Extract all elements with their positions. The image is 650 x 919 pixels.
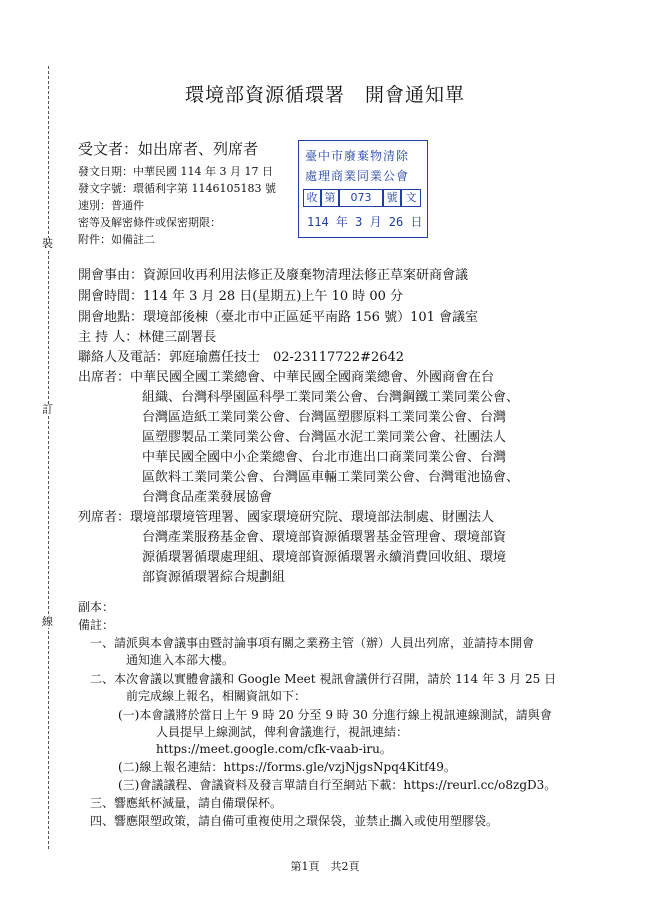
stamp-wen: 文 xyxy=(401,189,421,207)
note-3: 三、響應紙杯減量，請自備環保杯。 xyxy=(90,796,283,810)
observers-line: 源循環署循環處理組、環境部資源循環署永續消費回收組、環境 xyxy=(142,550,507,565)
stamp-no-prefix: 第 xyxy=(321,189,339,207)
stamp-line-2: 處理商業同業公會 xyxy=(305,169,410,183)
attendees-line: 中華民國全國中小企業總會、台北市進出口商業同業公會、台灣 xyxy=(142,450,507,465)
meeting-contact: 聯絡人及電話：郭庭瑜薦任技士 02-23117722#2642 xyxy=(78,350,405,365)
meet-link[interactable]: https://meet.google.com/cfk-vaab-iru。 xyxy=(156,742,392,756)
stamp-date: 114 年 3 月 26 日 xyxy=(307,215,423,229)
binding-mark-3: 線 xyxy=(42,615,53,628)
attachment: 附件：如備註二 xyxy=(78,233,155,246)
binding-mark-2: 訂 xyxy=(42,403,53,416)
observers-line: 部資源循環署綜合規劃組 xyxy=(142,570,286,585)
note-1-cont: 通知進入本部大樓。 xyxy=(126,653,235,667)
binding-mark-1: 裝 xyxy=(42,237,53,250)
note-2-cont: 前完成線上報名，相關資訊如下： xyxy=(126,689,307,703)
document-title: 環境部資源循環署 開會通知單 xyxy=(184,84,465,106)
observers-line: 台灣產業服務基金會、環境部資源循環署基金管理會、環境部資 xyxy=(142,530,507,545)
document-number: 發文字號：環循利字第 1146105183 號 xyxy=(78,182,276,195)
note-2-sub-2[interactable]: (二)線上報名連結：https://forms.gle/vzjNjgsNpq4Kitf49。 xyxy=(118,760,456,774)
note-1: 一、請派與本會議事由暨討論事項有關之業務主管（辦）人員出列席，並請持本開會 xyxy=(90,636,535,650)
attendees-line: 組織、台灣科學園區科學工業同業公會、台灣鋼鐵工業同業公會、 xyxy=(142,390,520,405)
receipt-stamp xyxy=(298,140,428,238)
attendees-line: 台灣區造紙工業同業公會、台灣區塑膠原料工業同業公會、台灣 xyxy=(142,410,507,425)
meeting-chair: 主 持 人：林健三副署長 xyxy=(78,330,217,345)
stamp-line-1: 臺中市廢棄物清除 xyxy=(305,149,410,163)
attendees-line: 中華民國全國工業總會、中華民國全國商業總會、外國商會在台 xyxy=(130,370,495,385)
copy-label: 副本： xyxy=(78,600,115,614)
stamp-no-suffix: 號 xyxy=(383,189,401,207)
attendees-line: 區塑膠製品工業同業公會、台灣區水泥工業同業公會、社團法人 xyxy=(142,430,507,445)
meeting-subject: 開會事由：資源回收再利用法修正及廢棄物清理法修正草案研商會議 xyxy=(78,268,469,283)
stamp-number: 073 xyxy=(339,189,383,207)
note-2-sub-3[interactable]: (三)會議議程、會議資料及發言單請自行至網站下載：https://reurl.cc/o8zgD3。 xyxy=(118,778,557,792)
note-4: 四、響應限塑政策，請自備可重複使用之環保袋，並禁止攜入或使用塑膠袋。 xyxy=(90,814,499,828)
issue-date: 發文日期：中華民國 114 年 3 月 17 日 xyxy=(78,165,273,178)
attendees-label: 出席者： xyxy=(78,370,131,385)
notes-label: 備註： xyxy=(78,618,115,632)
binding-line xyxy=(48,66,49,849)
attendees-line: 台灣食品產業發展協會 xyxy=(142,490,273,505)
meeting-time: 開會時間：114 年 3 月 28 日(星期五)上午 10 時 00 分 xyxy=(78,289,404,304)
page-number: 第1頁 共2頁 xyxy=(290,860,360,873)
security-level: 密等及解密條件或保密期限： xyxy=(78,216,221,229)
note-2: 二、本次會議以實體會議和 Google Meet 視訊會議併行召開，請於 114 年 3 月 25 日 xyxy=(90,672,557,686)
recipient: 受文者：如出席者、列席者 xyxy=(78,140,259,158)
delivery-speed: 速別：普通件 xyxy=(78,199,144,212)
stamp-number-row xyxy=(303,189,423,207)
observers-label: 列席者： xyxy=(78,510,131,525)
note-2-sub-1: (一)本會議將於當日上午 9 時 20 分至 9 時 30 分進行線上視訊連線測試，請與會 xyxy=(118,708,552,722)
attendees-line: 區飲料工業同業公會、台灣區車輛工業同業公會、台灣電池協會、 xyxy=(142,470,520,485)
stamp-recv: 收 xyxy=(303,189,321,207)
note-2-sub-1-cont: 人員提早上線測試，俾利會議進行，視訊連結： xyxy=(156,725,409,739)
meeting-place: 開會地點：環境部後棟（臺北市中正區延平南路 156 號）101 會議室 xyxy=(78,310,479,325)
observers-line: 環境部環境管理署、國家環境研究院、環境部法制處、財團法人 xyxy=(130,510,495,525)
